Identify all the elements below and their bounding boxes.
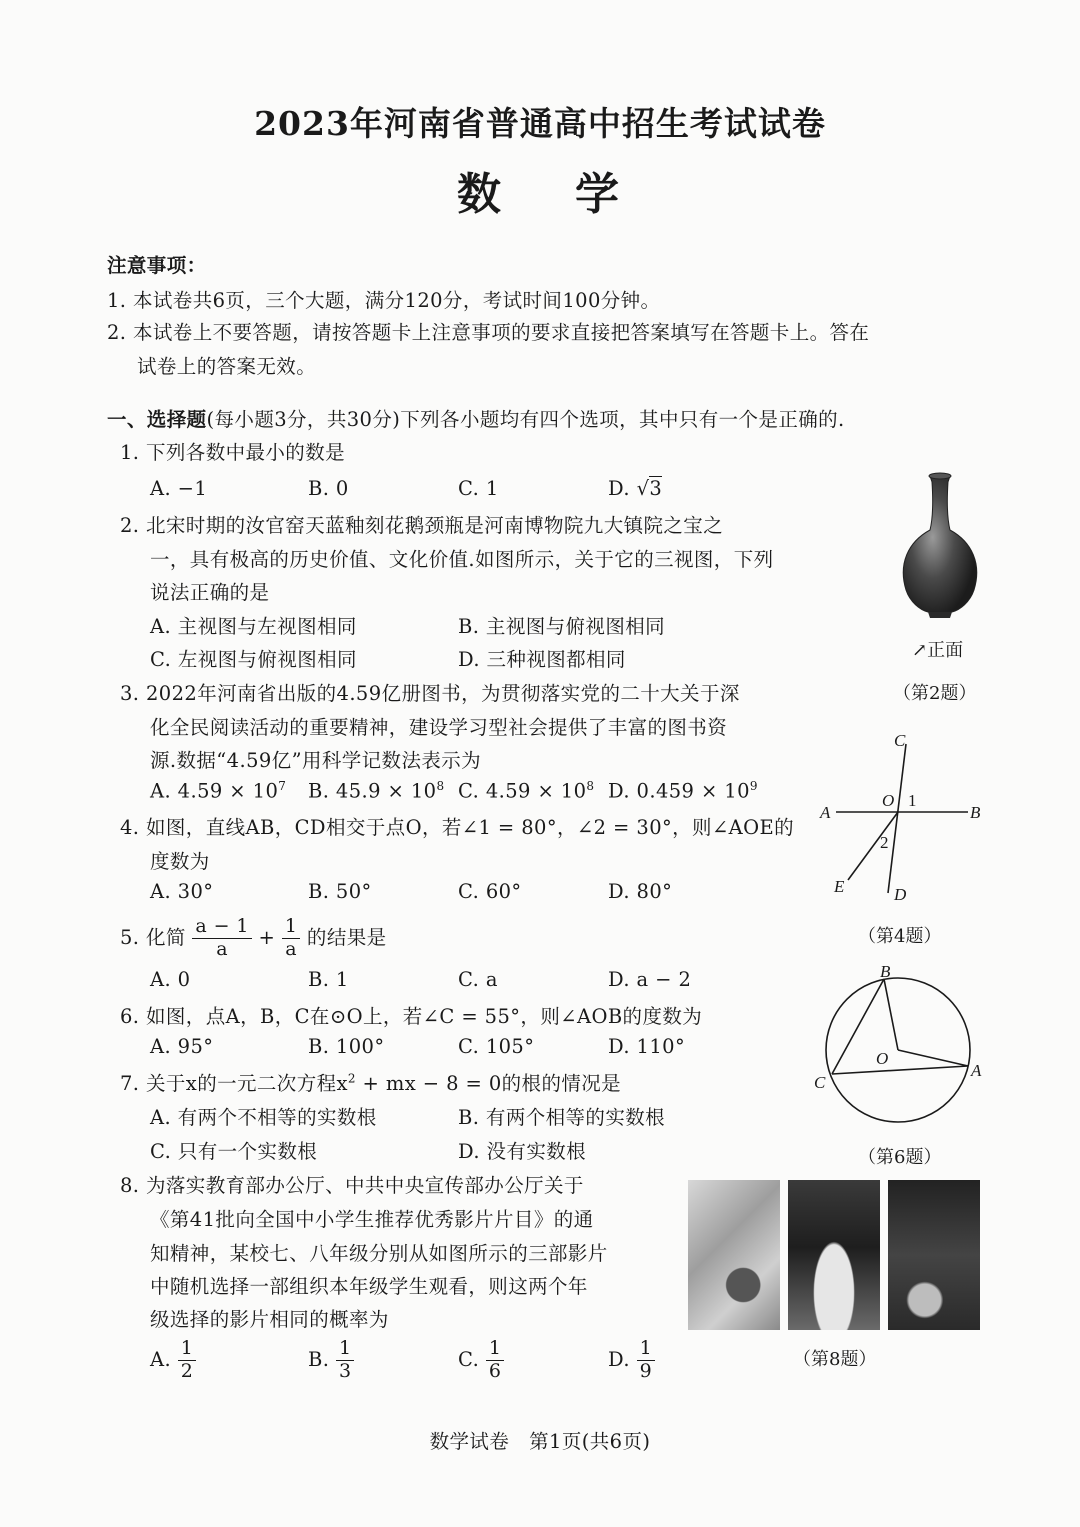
q4-line-1: 4. 如图，直线AB，CD相交于点O，若∠1 = 80°，∠2 = 30°，则∠AOE的 [120,816,795,839]
sqrt-sign: √ [636,477,650,500]
q8-option-b-label: B. [308,1347,330,1371]
q3-option-b-exp: 8 [436,779,445,793]
q8-option-b-fraction [336,1338,355,1383]
q3-option-a-exp: 7 [278,779,287,793]
q7-option-d: D. 没有实数根 [458,1140,587,1163]
q3-option-c-exp: 8 [586,779,595,793]
q5-stem [120,916,387,961]
q2-line-2: 一，具有极高的历史价值、文化价值.如图所示，关于它的三视图，下列 [150,548,774,571]
label-b: B [970,803,981,822]
q8-option-d-numerator: 1 [637,1338,656,1361]
q5-option-a: A. 0 [150,968,191,991]
notice-item-1: 1. 本试卷共6页，三个大题，满分120分，考试时间100分钟。 [107,289,661,312]
radius-ob [884,979,898,1050]
q8-option-a-numerator: 1 [178,1338,197,1361]
q5-option-c: C. a [458,968,498,991]
line-cd [888,744,906,893]
q5-fraction-1 [192,916,251,961]
figure-4-lines [818,728,993,908]
notice-item-2-line-1: 2. 本试卷上不要答题，请按答题卡上注意事项的要求直接把答案填写在答题卡上。答在 [107,321,870,344]
figure-8-caption: （第8题） [793,1349,877,1370]
intersecting-lines-diagram [818,728,993,908]
angle-1-label: 1 [908,791,917,810]
figure-2-caption: （第2题） [893,683,977,704]
q8-option-a-fraction [178,1338,197,1383]
label-o: O [882,791,895,810]
q6-option-b: B. 100° [308,1035,385,1058]
q1-option-a: A. −1 [150,477,208,500]
movie-poster-1 [688,1180,780,1330]
q2-option-b: B. 主视图与俯视图相同 [458,615,666,638]
q4-option-b: B. 50° [308,880,372,903]
q6-option-a: A. 95° [150,1035,214,1058]
q4-line-2: 度数为 [150,850,210,873]
q5-suffix: 的结果是 [306,925,387,949]
vase-illustration [890,468,990,628]
q8-option-c-numerator: 1 [486,1338,505,1361]
figure-8-posters [688,1180,988,1330]
q8-option-c [458,1338,504,1383]
label-d: D [894,885,907,904]
q2-line-3: 说法正确的是 [150,581,270,604]
q8-line-3: 知精神，某校七、八年级分别从如图所示的三部影片 [150,1242,608,1265]
section-1-heading [107,404,845,432]
figure-2-front-label [912,636,963,662]
q1-stem: 1. 下列各数中最小的数是 [120,441,346,464]
q8-line-4: 中随机选择一部组织本年级学生观看，则这两个年 [150,1275,588,1298]
q3-option-b-base: B. 45.9 × 10 [308,779,437,803]
q3-line-2: 化全民阅读活动的重要精神，建设学习型社会提供了丰富的图书资 [150,716,728,739]
q7-stem-suffix: + mx − 8 = 0的根的情况是 [355,1072,622,1095]
q2-option-a: A. 主视图与左视图相同 [150,615,357,638]
label-o: O [876,1049,889,1068]
q8-option-a-label: A. [150,1347,172,1371]
q8-option-d-fraction [637,1338,656,1383]
label-a: A [971,1061,982,1080]
notice-item-2-line-2: 试卷上的答案无效。 [137,355,317,378]
angle-2-label: 2 [880,833,889,852]
q5-fraction-1-denominator: a [216,937,228,960]
q8-option-d [608,1338,655,1383]
q3-option-d [608,779,758,803]
q3-option-c [458,779,594,803]
figure-6-caption: （第6题） [858,1147,942,1168]
label-b: B [880,962,891,981]
q8-option-b-numerator: 1 [336,1338,355,1361]
q7-option-a: A. 有两个不相等的实数根 [150,1106,377,1129]
q8-option-c-fraction [486,1338,505,1383]
notice-heading: 注意事项： [107,254,207,277]
q1-option-d-label: D. [608,477,630,500]
q8-option-c-denominator: 6 [488,1359,502,1382]
q5-fraction-2-denominator: a [285,937,297,960]
q5-fraction-1-numerator: a − 1 [192,916,251,939]
q6-stem: 6. 如图，点A，B，C在⊙O上，若∠C = 55°，则∠AOB的度数为 [120,1005,703,1028]
circle-diagram [808,962,988,1132]
arrow-up-icon: ↗ [912,640,928,661]
subject-title: 数学 [457,169,693,220]
q2-option-c: C. 左视图与俯视图相同 [150,648,357,671]
figure-6-circle [808,962,988,1132]
exam-title: 2023年河南省普通高中招生考试试卷 [254,104,826,143]
q2-option-d: D. 三种视图都相同 [458,648,626,671]
q8-line-1: 8. 为落实教育部办公厅、中共中央宣传部办公厅关于 [120,1174,584,1197]
figure-2-front-text: 正面 [927,640,964,661]
q7-stem-prefix: 7. 关于x的一元二次方程x [120,1072,348,1095]
q8-option-a-denominator: 2 [180,1359,194,1382]
q1-option-d-radicand: 3 [649,477,663,500]
q1-option-d [608,477,662,500]
radius-oa [898,1050,968,1066]
q3-line-3: 源.数据“4.59亿”用科学记数法表示为 [150,749,482,772]
q8-line-5: 级选择的影片相同的概率为 [150,1308,389,1331]
q7-option-b: B. 有两个相等的实数根 [458,1106,666,1129]
q4-option-a: A. 30° [150,880,214,903]
page-footer: 数学试卷 第1页(共6页) [429,1430,651,1453]
q5-fraction-2-numerator: 1 [282,916,301,939]
q1-option-c: C. 1 [458,477,499,500]
q3-option-d-exp: 9 [749,779,758,793]
movie-poster-3 [888,1180,980,1330]
q8-line-2: 《第41批向全国中小学生推荐优秀影片片目》的通 [150,1208,594,1231]
label-c: C [894,731,906,750]
q8-option-c-label: C. [458,1347,480,1371]
q8-option-a [150,1338,196,1383]
movie-poster-2 [788,1180,880,1330]
q8-option-d-label: D. [608,1347,630,1371]
q6-option-c: C. 105° [458,1035,535,1058]
q3-line-1: 3. 2022年河南省出版的4.59亿册图书，为贯彻落实党的二十大关于深 [120,682,740,705]
chord-ca [832,1066,968,1074]
q7-option-c: C. 只有一个实数根 [150,1140,318,1163]
label-e: E [834,877,845,896]
q2-line-1: 2. 北宋时期的汝官窑天蓝釉刻花鹅颈瓶是河南博物院九大镇院之宝之 [120,514,724,537]
figure-2-vase [890,468,990,628]
q1-option-b: B. 0 [308,477,349,500]
label-c: C [814,1073,826,1092]
q4-option-d: D. 80° [608,880,673,903]
q7-stem [120,1068,621,1096]
q6-option-d: D. 110° [608,1035,686,1058]
figure-4-caption: （第4题） [858,926,942,947]
q5-option-b: B. 1 [308,968,349,991]
q3-option-b [308,779,445,803]
q5-prefix: 5. 化简 [120,925,186,949]
q8-option-d-denominator: 9 [639,1359,653,1382]
q3-option-d-base: D. 0.459 × 10 [608,779,750,803]
q8-option-b-denominator: 3 [338,1359,352,1382]
section-1-title: 一、选择题 [107,408,207,431]
q5-option-d: D. a − 2 [608,968,692,991]
q5-plus: + [258,925,276,949]
q7-stem-exp: 2 [347,1071,356,1086]
q4-option-c: C. 60° [458,880,522,903]
section-1-instruction: (每小题3分，共30分)下列各小题均有四个选项，其中只有一个是正确的. [206,408,845,431]
q5-fraction-2 [282,916,301,961]
q8-option-b [308,1338,354,1383]
q3-option-c-base: C. 4.59 × 10 [458,779,587,803]
q3-option-a-base: A. 4.59 × 10 [150,779,279,803]
label-a: A [820,803,831,822]
q3-option-a [150,779,286,803]
